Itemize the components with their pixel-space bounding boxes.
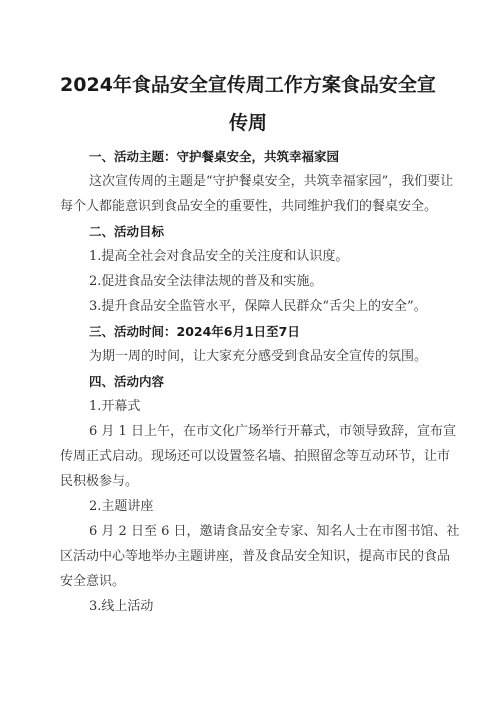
item-3-title: 3.线上活动 <box>89 599 154 614</box>
section-1-heading: 一、活动主题：守护餐桌安全，共筑幸福家园 <box>89 149 340 164</box>
goal-item-1: 1.提高全社会对食品安全的关注度和认识度。 <box>89 249 349 264</box>
section-4-heading: 四、活动内容 <box>89 374 165 389</box>
document-title-line-1: 2024年食品安全宣传周工作方案食品安全宣 <box>60 74 436 96</box>
item-2-line-3: 安全意识。 <box>60 574 126 589</box>
section-1-paragraph-line-1: 这次宣传周的主题是“守护餐桌安全，共筑幸福家园”，我们要让 <box>89 174 454 189</box>
section-1-paragraph-line-2: 每个人都能意识到食品安全的重要性，共同维护我们的餐桌安全。 <box>60 199 438 214</box>
section-3-heading: 三、活动时间：2024年6月1日至7日 <box>89 324 300 339</box>
item-1-title: 1.开幕式 <box>89 399 141 414</box>
goal-item-3: 3.提升食品安全监管水平，保障人民群众“舌尖上的安全”。 <box>89 299 427 314</box>
item-1-line-1: 6 月 1 日上午，在市文化广场举行开幕式，市领导致辞，宣布宣 <box>89 424 456 439</box>
document-title-line-2: 传周 <box>228 112 267 134</box>
item-2-line-2: 区活动中心等地举办主题讲座，普及食品安全知识，提高市民的食品 <box>60 549 451 564</box>
item-2-line-1: 6 月 2 日至 6 日，邀请食品安全专家、知名人士在市图书馆、社 <box>89 524 460 539</box>
item-1-line-2: 传周正式启动。现场还可以设置签名墙、拍照留念等互动环节，让市 <box>60 449 451 464</box>
item-2-title: 2.主题讲座 <box>89 499 154 514</box>
item-1-line-3: 民积极参与。 <box>60 474 139 489</box>
section-2-heading: 二、活动目标 <box>89 224 165 239</box>
section-3-paragraph: 为期一周的时间，让大家充分感受到食品安全宣传的氛围。 <box>89 349 428 364</box>
goal-item-2: 2.促进食品安全法律法规的普及和实施。 <box>89 274 323 289</box>
